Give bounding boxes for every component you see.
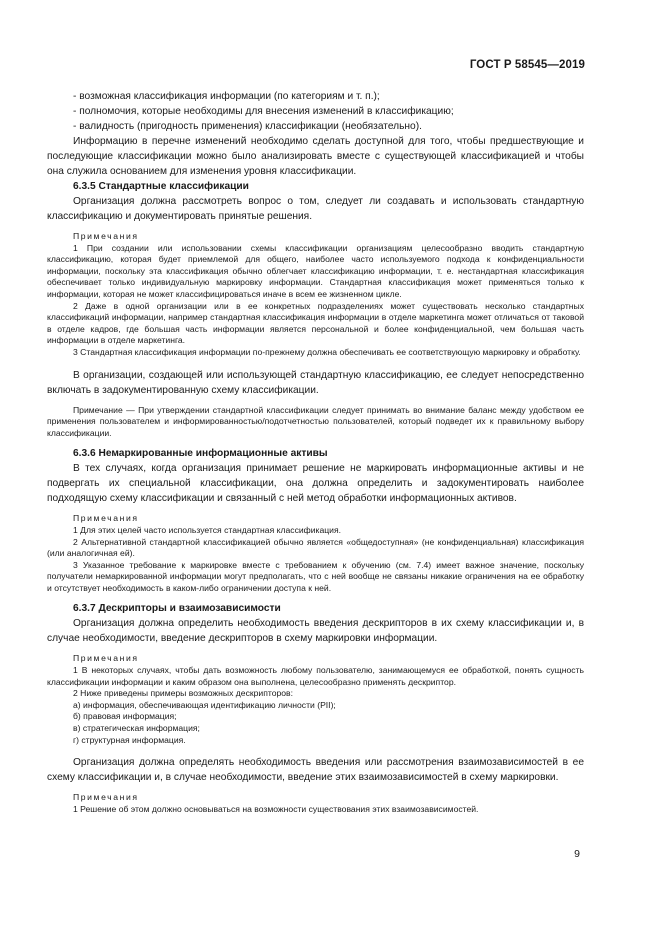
- note-text: 1 В некоторых случаях, чтобы дать возможность любому пользователю, занимающемуся ее обработкой, понять сущность классификации информации и каким образом она выполнена, целесообразно применять дескриптор.: [47, 665, 584, 687]
- section-heading-635: 6.3.5 Стандартные классификации: [73, 181, 249, 192]
- page-number: 9: [574, 848, 580, 860]
- bullet-item: - валидность (пригодность применения) классификации (необязательно).: [73, 121, 422, 132]
- note-text: 2 Ниже приведены примеры возможных дескрипторов:: [73, 688, 294, 699]
- section-heading-637: 6.3.7 Дескрипторы и взаимозависимости: [73, 603, 281, 615]
- note-text: 1 При создании или использовании схемы классификации организациям целесообразно вводить стандартную классификацию, которая будет приемлемой для общего, наиболее часто используемого подхода к конфиденциальности информации, поскольку эта классификация обычно облегчает классификацию информации, т. е. нестандартная классификация обеспечивает только индивидуальную маркировку информации. Стандартная классификация может применяться только к информации, которая не может классифицироваться иначе в всем ее жизненном цикле.: [47, 242, 584, 299]
- notes-heading: Примечания: [73, 792, 139, 803]
- list-item: б) правовая информация;: [73, 711, 177, 722]
- notes-heading: Примечания: [73, 231, 139, 241]
- page-content: [47, 89, 584, 815]
- list-item: г) структурная информация.: [73, 734, 186, 745]
- section-heading-636: 6.3.6 Немаркированные информационные активы: [73, 448, 328, 460]
- body-paragraph: Организация должна рассмотреть вопрос о том, следует ли создавать и использовать стандартную классификацию и документировать принятые решения.: [47, 196, 584, 222]
- notes-heading: Примечания: [73, 513, 139, 524]
- note-text: 3 Стандартная классификация информации по-прежнему должна обеспечивать ее соответствующую маркировку и обработку.: [73, 346, 581, 357]
- body-paragraph: В организации, создающей или использующей стандартную классификацию, ее следует непосредственно включать в задокументированную схему классификации.: [47, 369, 584, 396]
- bullet-item: - возможная классификация информации (по категориям и т. п.);: [73, 91, 380, 102]
- note-text: Примечание — При утверждении стандартной классификации следует принимать во внимание баланс между удобством ее применения пользователем и информированностью/подотчетностью пользователей, который подведет их к правильному выбору классификации.: [47, 404, 584, 438]
- note-text: 2 Альтернативной стандартной классификацией обычно является «общедоступная» (не конфиденциальная) классификация (или аналогичная ей).: [47, 536, 584, 559]
- note-text: 1 Решение об этом должно основываться на возможности существования этих взаимозависимостей.: [73, 803, 479, 814]
- note-text: 3 Указанное требование к маркировке вместе с требованием к обучению (см. 7.4) имеет важное значение, поскольку получатели немаркированной информации могут предполагать, что с ней вообще не связаны никакие ограничения на ее обработку и отсутствует необходимость в каком-либо ограничении доступа к ней.: [47, 559, 584, 593]
- body-paragraph: Организация должна определять необходимость введения или рассмотрения взаимозависимостей в ее схему классификации и, в случае необходимости, введение этих взаимозависимостей в схему маркировки.: [47, 757, 584, 784]
- list-item: а) информация, обеспечивающая идентификацию личности (PII);: [73, 699, 336, 710]
- body-paragraph: В тех случаях, когда организация принимает решение не маркировать информационные активы и не подвергать их специальной классификации, она должна определить и задокументировать наиболее подходящую схему классификации и связанный с ней метод обработки информационных активов.: [47, 463, 584, 505]
- bullet-item: - полномочия, которые необходимы для внесения изменений в классификацию;: [73, 106, 454, 117]
- note-text: 1 Для этих целей часто используется стандартная классификация.: [73, 524, 342, 535]
- note-text: 2 Даже в одной организации или в ее конкретных подразделениях может существовать несколько стандартных классификаций информации, например стандартная классификация информации в отделе маркетинга может отличаться от таковой в отделе кадров, где большая часть информации является персональной и более конфиденциальной, чем большая часть информации в отделе маркетинга.: [47, 300, 584, 346]
- list-item: в) стратегическая информация;: [73, 723, 200, 734]
- notes-heading: Примечания: [73, 653, 139, 664]
- body-paragraph: Информацию в перечне изменений необходимо сделать доступной для того, чтобы предшествующие и последующие классификации можно было анализировать вместе с существующей классификацией и чтобы она служила основанием для изменения уровня классификации.: [47, 136, 584, 177]
- standard-code-header: ГОСТ Р 58545—2019: [469, 59, 585, 71]
- body-paragraph: Организация должна определить необходимость введения дескрипторов в их схему классификации и, в случае необходимости, введение дескрипторов в схему маркировки информации.: [47, 618, 584, 645]
